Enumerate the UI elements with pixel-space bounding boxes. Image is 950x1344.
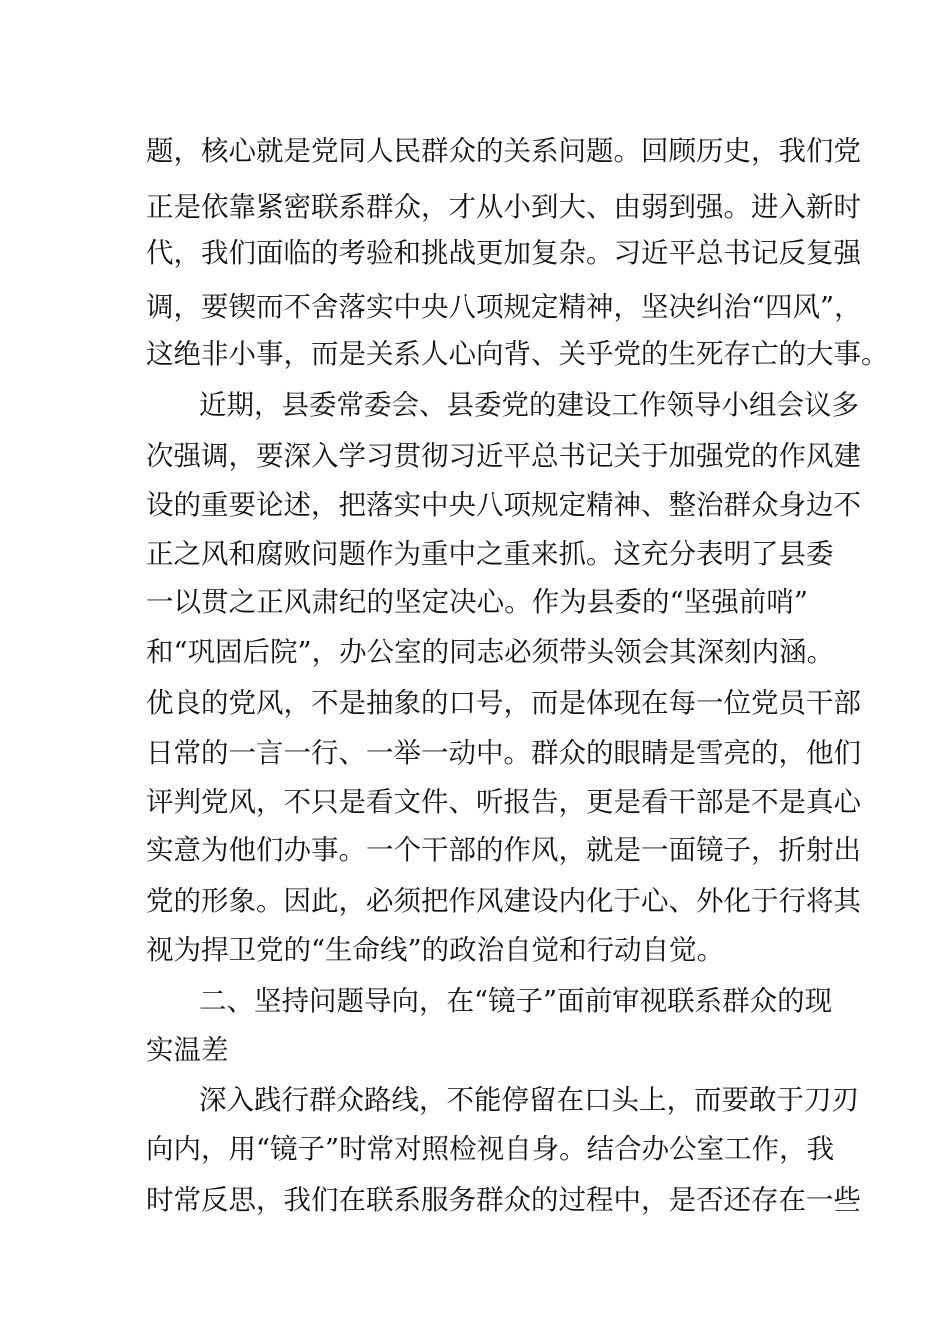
paragraph-first-line: 近期，县委常委会、县委党的建设工作领导小组会议多	[199, 389, 859, 421]
text-line: 评判党风，不只是看文件、听报告，更是看干部是不是真心	[146, 786, 861, 818]
text-line: 代，我们面临的考验和挑战更加复杂。习近平总书记反复强	[146, 237, 861, 269]
text-line: 时常反思，我们在联系服务群众的过程中，是否还存在一些	[146, 1184, 861, 1216]
text-line: 正是依靠紧密联系群众，才从小到大、由弱到强。进入新时	[146, 191, 861, 223]
text-line: 实意为他们办事。一个干部的作风，就是一面镜子，折射出	[146, 834, 861, 866]
text-line: 和“巩固后院”，办公室的同志必须带头领会其深刻内涵。	[146, 636, 835, 668]
text-line: 次强调，要深入学习贯彻习近平总书记关于加强党的作风建	[146, 440, 861, 472]
text-line: 这绝非小事，而是关系人心向背、关乎党的生死存亡的大事。	[146, 338, 889, 370]
text-line: 设的重要论述，把落实中央八项规定精神、整治群众身边不	[146, 489, 861, 521]
text-line: 向内，用“镜子”时常对照检视自身。结合办公室工作，我	[146, 1133, 835, 1165]
section-heading-line: 二、坚持问题导向，在“镜子”面前审视联系群众的现	[199, 985, 833, 1017]
text-line: 党的形象。因此，必须把作风建设内化于心、外化于行将其	[146, 885, 861, 917]
text-line: 优良的党风，不是抽象的口号，而是体现在每一位党员干部	[146, 687, 861, 719]
text-line: 视为捍卫党的“生命线”的政治自觉和行动自觉。	[146, 934, 725, 966]
text-line: 日常的一言一行、一举一动中。群众的眼睛是雪亮的，他们	[146, 737, 861, 769]
text-line: 正之风和腐败问题作为重中之重来抓。这充分表明了县委	[146, 538, 834, 570]
text-line: 一以贯之正风肃纪的坚定决心。作为县委的“坚强前哨”	[146, 586, 808, 618]
text-line: 题，核心就是党同人民群众的关系问题。回顾历史，我们党	[146, 135, 861, 167]
paragraph-first-line: 深入践行群众路线，不能停留在口头上，而要敢于刀刃	[199, 1084, 859, 1116]
section-heading-line: 实温差	[146, 1034, 229, 1066]
text-line: 调，要锲而不舍落实中央八项规定精神，坚决纠治“四风”，	[146, 291, 862, 323]
